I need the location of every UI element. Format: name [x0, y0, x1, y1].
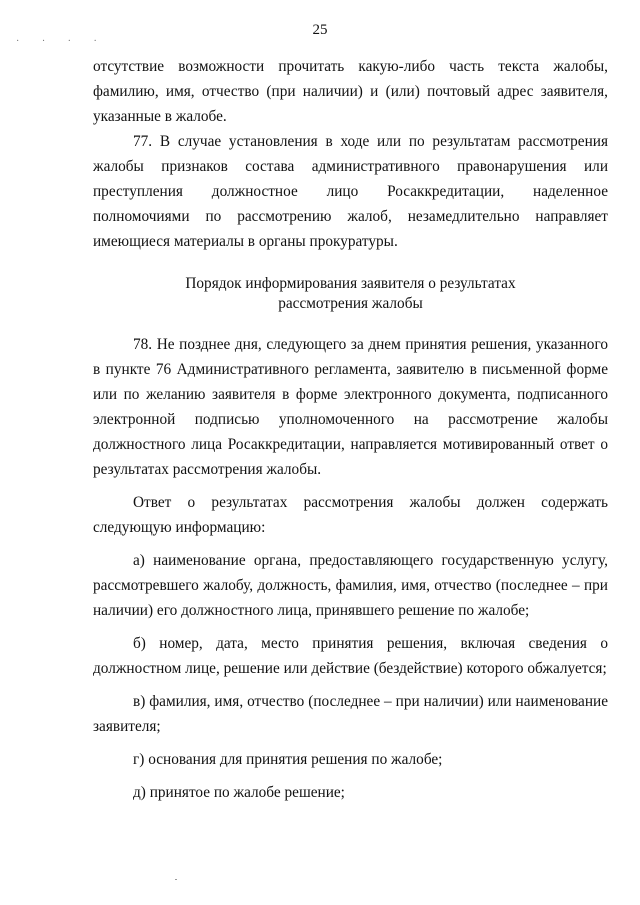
list-item-d: д) принятое по жалобе решение;: [133, 784, 345, 801]
section-heading: [93, 274, 608, 314]
list-item-a: а) наименование органа, предоставляющего государственную услугу, рассмотревшего жалобу, должность, фамилия, имя, отчество (последнее – при наличии) его должностного лица, принявшего решение по жалобе;: [93, 552, 608, 619]
section-heading-line-1: Порядок информирования заявителя о результатах: [185, 275, 516, 292]
list-item-g: г) основания для принятия решения по жалобе;: [133, 751, 443, 768]
list-item-b: б) номер, дата, место принятия решения, включая сведения о должностном лице, решение или действие (бездействие) которого обжалуется;: [93, 635, 608, 677]
scan-specks: · · · ·: [16, 36, 107, 47]
section-heading-line-2: рассмотрения жалобы: [278, 295, 423, 312]
scan-speck: [175, 879, 177, 880]
top-text-block: [93, 54, 608, 805]
list-item-v: в) фамилия, имя, отчество (последнее – при наличии) или наименование заявителя;: [93, 693, 608, 735]
paragraph-answer-intro: Ответ о результатах рассмотрения жалобы должен содержать следующую информацию:: [93, 494, 608, 536]
paragraph-continuation: отсутствие возможности прочитать какую-либо часть текста жалобы, фамилию, имя, отчество (при наличии) и (или) почтовый адрес заявителя, указанные в жалобе.: [93, 58, 608, 125]
page-number: 25: [312, 22, 328, 38]
paragraph-77: 77. В случае установления в ходе или по результатам рассмотрения жалобы признаков состава административного правонарушения или преступления должностное лицо Росаккредитации, наделенное полномочиями по рассмотрению жалоб, незамедлительно направляет имеющиеся материалы в органы прокуратуры.: [93, 133, 608, 250]
paragraph-78: 78. Не позднее дня, следующего за днем принятия решения, указанного в пункте 76 Административного регламента, заявителю в письменной форме или по желанию заявителя в форме электронного документа, подписанного электронной подписью уполномоченного на рассмотрение жалобы должностного лица Росаккредитации, направляется мотивированный ответ о результатах рассмотрения жалобы.: [93, 336, 608, 478]
